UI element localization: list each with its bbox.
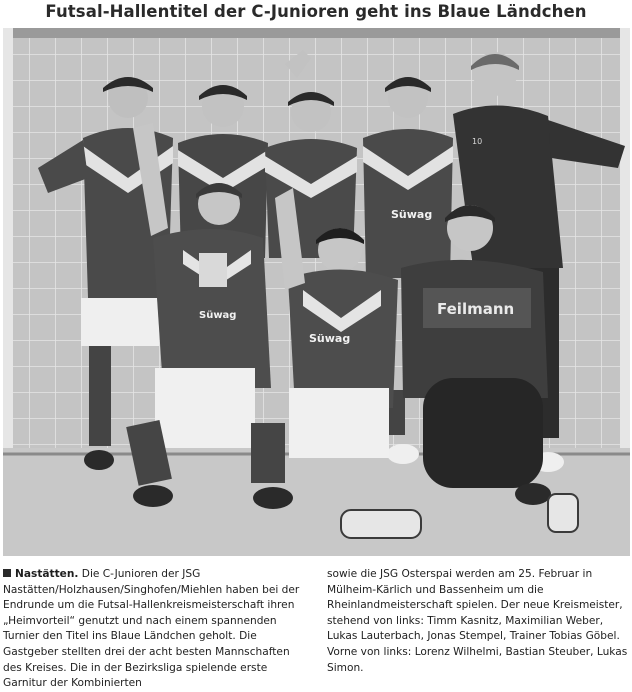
bullet-square-icon <box>3 569 11 577</box>
goal-post-left <box>3 28 13 468</box>
article-headline: Futsal-Hallentitel der C-Junioren geht ins Blaue Ländchen <box>45 2 587 21</box>
jersey-sponsor-text: Süwag <box>309 332 351 345</box>
team-photo-illustration <box>3 28 630 556</box>
goal-post-right <box>620 28 630 468</box>
keeper-sponsor-text: Feilmann <box>437 300 515 318</box>
team-photo <box>3 28 630 556</box>
shirt-number: 10 <box>472 137 483 146</box>
jersey-sponsor-text: Süwag <box>199 310 237 321</box>
caption-column-right <box>327 567 629 676</box>
caption-column-left <box>3 567 305 692</box>
jersey-sponsor-text: Süwag <box>391 208 433 221</box>
caption-dateline: Nastätten. <box>15 568 79 580</box>
caption-text-right: sowie die JSG Osterspai werden am 25. Februar in Mülheim-Kärlich und Bassenheim um die Rheinlandmeisterschaft spielen. Der neue Kreismeister, stehend von links: Timm Kasnitz, Maximilian Weber, Lukas Lauterbach, Jonas Stempel, Trainer Tobias Göbel. Vorne von links: Lorenz Wilhelmi, Bastian Steuber, Lukas Simon. <box>327 568 628 674</box>
caption-text-left: Die C-Junioren der JSG Nastätten/Holzhausen/Singhofen/Miehlen haben bei der Endrunde um die Futsal-Hallenkreismeisterschaft ihren „Heimvorteil“ genutzt und nach einem spannenden Turnier den Titel ins Blaue Ländchen geholt. Die Gastgeber stellten drei der acht besten Mannschaften des Kreises. Die in der Bezirksliga spielende erste Garnitur der Kombinierten <box>3 568 300 690</box>
goal-crossbar <box>3 28 630 38</box>
